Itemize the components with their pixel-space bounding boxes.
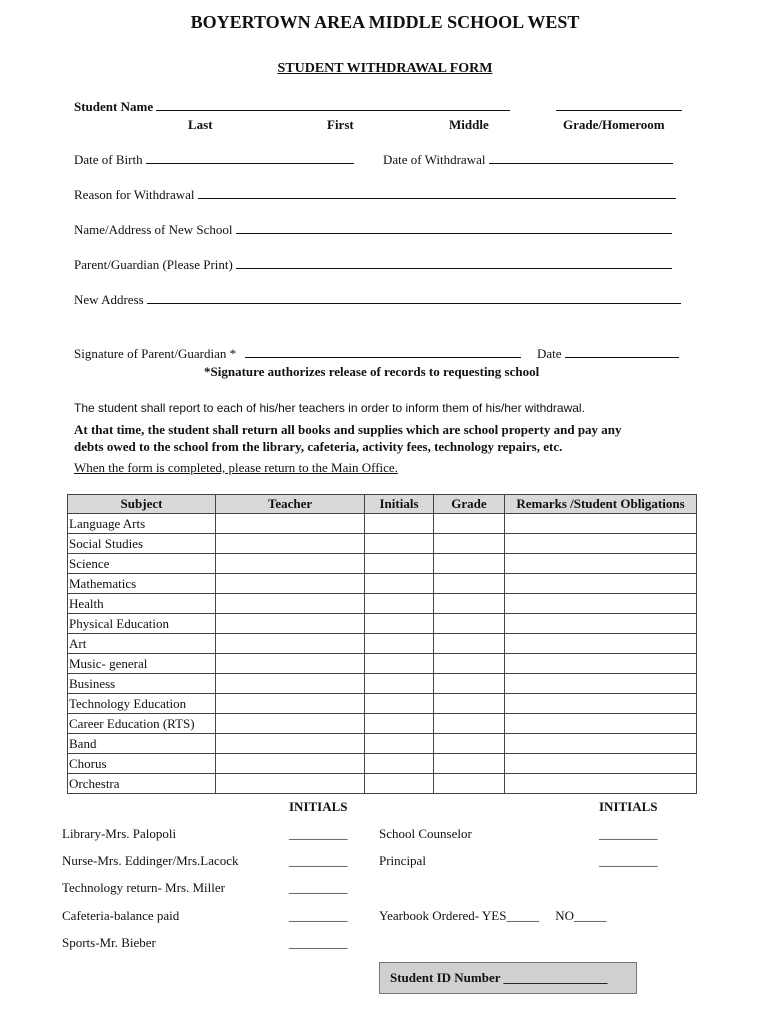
table-row (68, 774, 697, 794)
table-row (68, 754, 697, 774)
new-school-row (74, 222, 672, 238)
student-name-label: Student Name (74, 99, 154, 114)
new-address-row (74, 292, 681, 308)
signoff-counselor-initials[interactable]: _________ (599, 826, 658, 841)
instruction-line-3: debts owed to the school from the library, cafeteria, activity fees, technology repairs, etc. (74, 439, 563, 454)
grade-cell[interactable] (434, 754, 505, 774)
initials-cell[interactable] (365, 714, 434, 734)
new-address-label: New Address (74, 292, 144, 307)
grade-cell[interactable] (434, 634, 505, 654)
subject-cell: Orchestra (68, 774, 216, 794)
initials-cell[interactable] (365, 614, 434, 634)
header-subject: Subject (68, 495, 216, 514)
withdrawal-date-row (383, 152, 673, 168)
table-row (68, 534, 697, 554)
teacher-cell[interactable] (216, 714, 365, 734)
initials-cell[interactable] (365, 574, 434, 594)
subject-cell: Science (68, 554, 216, 574)
teacher-cell[interactable] (216, 554, 365, 574)
table-row (68, 554, 697, 574)
grade-cell[interactable] (434, 774, 505, 794)
new-school-label: Name/Address of New School (74, 222, 233, 237)
subject-cell: Art (68, 634, 216, 654)
subject-cell: Technology Education (68, 694, 216, 714)
teacher-cell[interactable] (216, 774, 365, 794)
subject-cell: Physical Education (68, 614, 216, 634)
initials-cell[interactable] (365, 594, 434, 614)
signoff-cafeteria-initials[interactable]: _________ (289, 908, 348, 923)
withdrawal-date-field[interactable] (489, 152, 673, 164)
table-row (68, 734, 697, 754)
dob-label: Date of Birth (74, 152, 143, 167)
remarks-cell[interactable] (505, 674, 697, 694)
signature-field[interactable] (245, 346, 521, 358)
grade-cell[interactable] (434, 514, 505, 534)
initials-header-left: INITIALS (289, 799, 348, 814)
remarks-cell[interactable] (505, 754, 697, 774)
reason-row (74, 187, 676, 203)
signature-label: Signature of Parent/Guardian * (74, 346, 237, 361)
signoff-sports-label: Sports-Mr. Bieber (62, 935, 156, 950)
yearbook-ordered[interactable]: Yearbook Ordered- YES_____ NO_____ (379, 908, 607, 923)
remarks-cell[interactable] (505, 594, 697, 614)
header-initials: Initials (365, 495, 434, 514)
guardian-print-label: Parent/Guardian (Please Print) (74, 257, 233, 272)
header-teacher: Teacher (216, 495, 365, 514)
student-name-row (74, 99, 510, 115)
signature-date-field[interactable] (565, 346, 679, 358)
subject-cell: Social Studies (68, 534, 216, 554)
initials-cell[interactable] (365, 554, 434, 574)
subject-cell: Mathematics (68, 574, 216, 594)
signoff-technology-label: Technology return- Mrs. Miller (62, 880, 225, 895)
table-row (68, 674, 697, 694)
remarks-cell[interactable] (505, 774, 697, 794)
table-row (68, 634, 697, 654)
initials-cell[interactable] (365, 654, 434, 674)
grade-cell[interactable] (434, 734, 505, 754)
reason-field[interactable] (198, 187, 676, 199)
signoff-counselor-label: School Counselor (379, 826, 472, 841)
teacher-cell[interactable] (216, 634, 365, 654)
new-school-field[interactable] (236, 222, 672, 234)
student-id-box[interactable]: Student ID Number ________________ (379, 962, 637, 994)
signature-date-label: Date (537, 346, 562, 361)
teacher-cell[interactable] (216, 614, 365, 634)
table-header-row (68, 495, 697, 514)
grade-cell[interactable] (434, 594, 505, 614)
signoff-cafeteria-label: Cafeteria-balance paid (62, 908, 180, 923)
instruction-line-4: When the form is completed, please return to the Main Office. (74, 460, 398, 475)
teacher-cell[interactable] (216, 734, 365, 754)
name-first-label: First (327, 117, 354, 132)
grade-cell[interactable] (434, 534, 505, 554)
subject-cell: Music- general (68, 654, 216, 674)
subject-cell: Business (68, 674, 216, 694)
grade-cell[interactable] (434, 714, 505, 734)
initials-cell[interactable] (365, 674, 434, 694)
teacher-cell[interactable] (216, 754, 365, 774)
new-address-field[interactable] (147, 292, 681, 304)
subject-cell: Career Education (RTS) (68, 714, 216, 734)
grade-homeroom-row (556, 99, 682, 115)
teacher-cell[interactable] (216, 654, 365, 674)
remarks-cell[interactable] (505, 534, 697, 554)
signoff-principal-label: Principal (379, 853, 426, 868)
remarks-cell[interactable] (505, 634, 697, 654)
grade-cell[interactable] (434, 694, 505, 714)
guardian-print-row (74, 257, 672, 273)
signature-note: *Signature authorizes release of records to requesting school (204, 364, 540, 379)
table-row (68, 694, 697, 714)
subject-cell: Health (68, 594, 216, 614)
teacher-cell[interactable] (216, 534, 365, 554)
name-middle-label: Middle (449, 117, 489, 132)
form-title: STUDENT WITHDRAWAL FORM (277, 61, 493, 76)
table-row (68, 654, 697, 674)
instruction-line-2: At that time, the student shall return all books and supplies which are school property and pay any (74, 422, 622, 437)
reason-label: Reason for Withdrawal (74, 187, 195, 202)
dob-field[interactable] (146, 152, 354, 164)
initials-cell[interactable] (365, 694, 434, 714)
signoff-technology-initials[interactable]: _________ (289, 880, 348, 895)
teacher-cell[interactable] (216, 514, 365, 534)
grade-homeroom-label: Grade/Homeroom (563, 117, 665, 132)
grade-homeroom-field[interactable] (556, 99, 682, 111)
initials-header-right: INITIALS (599, 799, 658, 814)
grade-cell[interactable] (434, 674, 505, 694)
subject-cell: Language Arts (68, 514, 216, 534)
guardian-print-field[interactable] (236, 257, 672, 269)
subject-cell: Band (68, 734, 216, 754)
subject-table (67, 494, 697, 794)
name-last-label: Last (188, 117, 213, 132)
teacher-cell[interactable] (216, 694, 365, 714)
table-row (68, 714, 697, 734)
signoff-library-initials[interactable]: _________ (289, 826, 348, 841)
grade-cell[interactable] (434, 574, 505, 594)
teacher-cell[interactable] (216, 674, 365, 694)
remarks-cell[interactable] (505, 514, 697, 534)
initials-cell[interactable] (365, 734, 434, 754)
initials-cell[interactable] (365, 774, 434, 794)
table-row (68, 594, 697, 614)
header-remarks: Remarks /Student Obligations (505, 495, 697, 514)
form-school-title: BOYERTOWN AREA MIDDLE SCHOOL WEST (190, 12, 580, 32)
dob-row (74, 152, 354, 168)
initials-cell[interactable] (365, 514, 434, 534)
grade-cell[interactable] (434, 554, 505, 574)
remarks-cell[interactable] (505, 694, 697, 714)
remarks-cell[interactable] (505, 614, 697, 634)
initials-cell[interactable] (365, 754, 434, 774)
grade-cell[interactable] (434, 654, 505, 674)
remarks-cell[interactable] (505, 714, 697, 734)
signature-row (74, 346, 521, 362)
teacher-cell[interactable] (216, 574, 365, 594)
student-name-field[interactable] (156, 99, 510, 111)
signoff-principal-initials[interactable]: _________ (599, 853, 658, 868)
signoff-nurse-label: Nurse-Mrs. Eddinger/Mrs.Lacock (62, 853, 239, 868)
signoff-sports-initials[interactable]: _________ (289, 935, 348, 950)
remarks-cell[interactable] (505, 734, 697, 754)
instruction-line-1: The student shall report to each of his/her teachers in order to inform them of his/her withdrawal. (74, 401, 585, 415)
signature-date-row (537, 346, 679, 362)
initials-cell[interactable] (365, 634, 434, 654)
remarks-cell[interactable] (505, 654, 697, 674)
grade-cell[interactable] (434, 614, 505, 634)
table-row (68, 514, 697, 534)
table-row (68, 614, 697, 634)
initials-cell[interactable] (365, 534, 434, 554)
signoff-nurse-initials[interactable]: _________ (289, 853, 348, 868)
signoff-library-label: Library-Mrs. Palopoli (62, 826, 177, 841)
withdrawal-date-label: Date of Withdrawal (383, 152, 486, 167)
remarks-cell[interactable] (505, 574, 697, 594)
subject-cell: Chorus (68, 754, 216, 774)
teacher-cell[interactable] (216, 594, 365, 614)
table-row (68, 574, 697, 594)
remarks-cell[interactable] (505, 554, 697, 574)
header-grade: Grade (434, 495, 505, 514)
